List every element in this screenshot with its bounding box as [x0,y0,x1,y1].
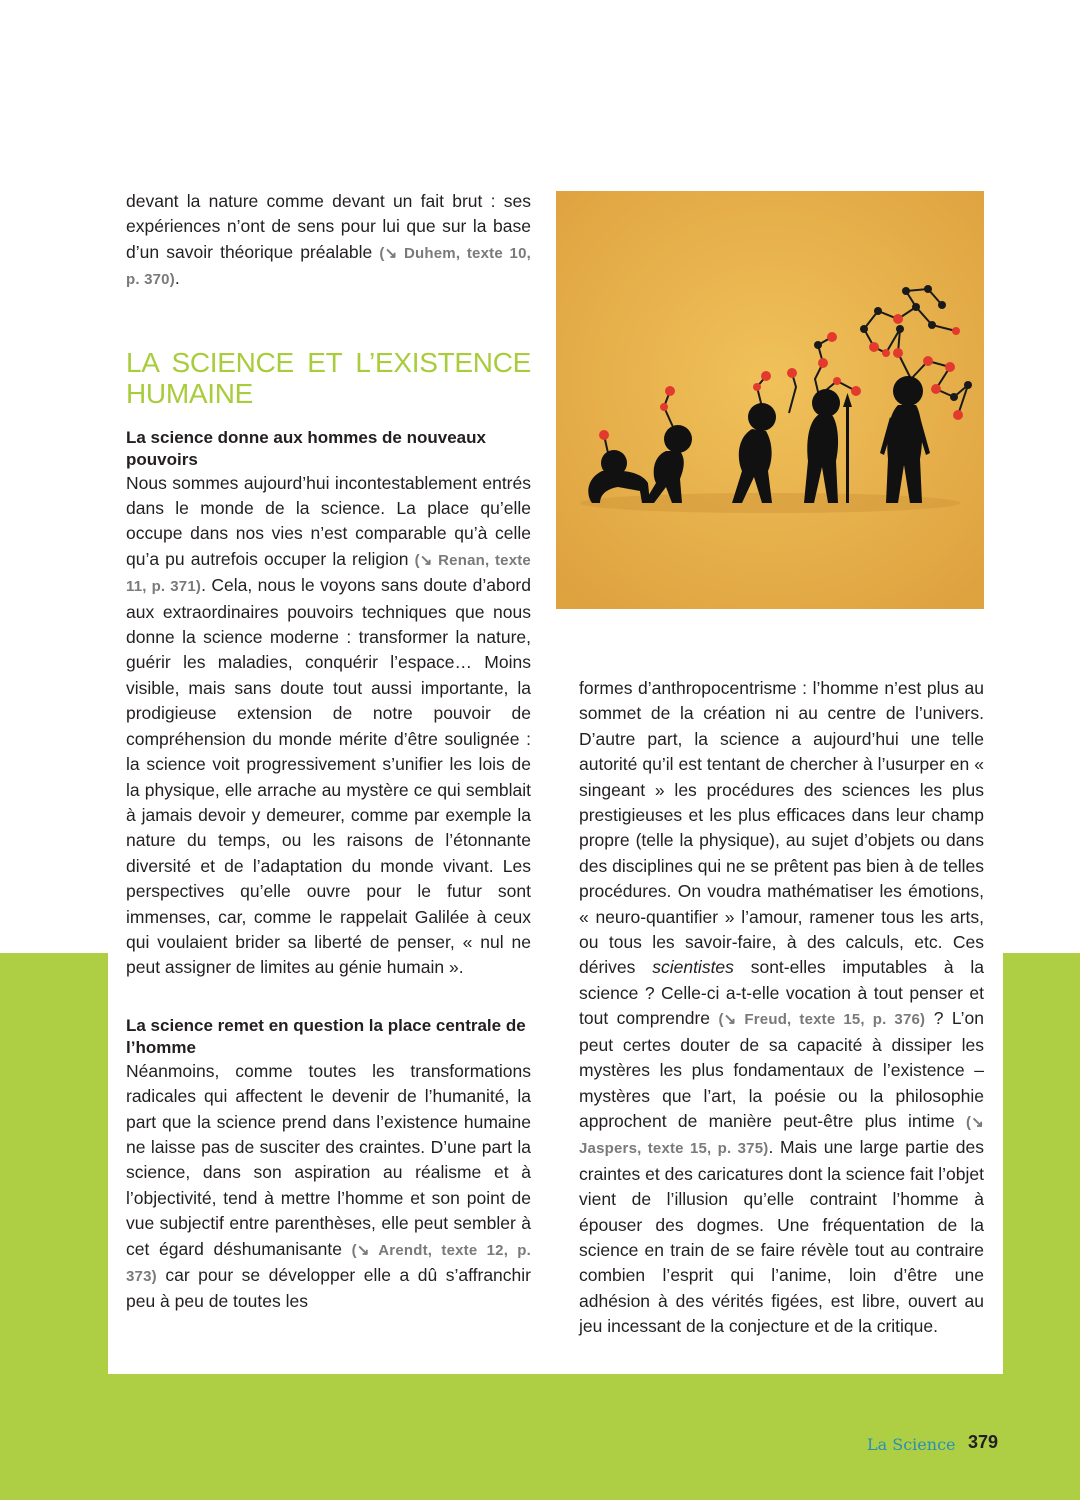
reference-duhem[interactable]: (↘ Duhem, texte 10, p. 370) [126,244,531,289]
evolution-illustration [556,191,984,609]
reference-freud[interactable]: (↘ Freud, texte 15, p. 376) [718,1011,926,1029]
reference-renan[interactable]: (↘ Renan, texte 11, p. 371) [126,551,531,596]
footer-page-number: 379 [968,1432,999,1452]
reference-jaspers[interactable]: (↘ Jaspers, texte 15, p. 375) [579,1113,984,1158]
paragraph-powers: Nous sommes aujourd’hui incontestablement entrés dans le monde de la science. La place qu’elle occupe dans nos vies n’est comparable qu’à celle qu’a pu autrefois occuper la religion (↘ Renan, texte 11, p. 371). Cela, nous le voyons sans doute d’abord aux extraordinaires pouvoirs techniques que nous donne la science moderne : transformer la nature, guérir les maladies, conquérir l’espace… Moins visible, mais sans doute tout aussi importante, la prodigieuse extension de notre pouvoir de compréhension du monde mérite d’être soulignée : la science voit progressivement s’unifier les lois de la physique, elle arrache au mystère ce qui semblait à jamais devoir y demeurer, comme par exemple la nature du temps, ou les raisons de l’étonnante diversité et de l’adaptation du monde vivant. Les perspectives qu’elle ouvre pour le futur sont immenses, car, comme le rappelait Galilée à ceux qui voulaient brider sa liberté de penser, « nul ne peut assigner de limites au génie humain ». [126,472,531,978]
subsection-title-central-place: La science remet en question la place centrale de l’homme [126,1015,526,1057]
paragraph-central-place: Néanmoins, comme toutes les transformations radicales qui affectent le devenir de l’humanité, la part que la science prend dans l’existence humaine ne laisse pas de susciter des craintes. D’une part la science, dans son aspiration au réalisme et à l’objectivité, tend à mettre l’homme et son point de vue subjectif entre parenthèses, elle peut sembler à cet égard déshumanisante (↘ Arendt, texte 12, p. 373) car pour se développer elle a dû s’affranchir peu à peu de toutes les [126,1060,531,1312]
left-column [126,189,531,1315]
intro-paragraph: devant la nature comme devant un fait brut : ses expériences n’ont de sens pour lui que sur la base d’un savoir théorique préalable (↘ Duhem, texte 10, p. 370). [126,191,531,289]
evolution-figures-image [556,191,984,609]
paragraph-continued: formes d’anthropocentrisme : l’homme n’est plus au sommet de la création ni au centre de l’univers. D’autre part, la science a aujourd’hui une telle autorité qu’il est tentant de chercher à l’usurper en « singeant » les procédures des sciences les plus prestigieuses et les plus efficaces dans leur champ propre (telle la physique), au sujet d’objets ou dans des disciplines qui ne se prêtent pas bien à de telles procédures. On voudra mathématiser les émotions, « neuro-quantifier » l’amour, ramener tous les arts, ou tous les savoir-faire, à des calculs, etc. Ces dérives scientistes sont-elles imputables à la science ? Celle-ci a-t-elle vocation à tout penser et tout comprendre (↘ Freud, texte 15, p. 376) ? L’on peut certes douter de sa capacité à dissiper les mystères les plus fondamentaux de l’existence – mystères que l’art, la poésie ou la philosophie approchent de manière peut-être plus intime (↘ Jaspers, texte 15, p. 375). Mais une large partie des craintes et des caricatures dont la science fait l’objet vient de l’illusion qu’elle contraint l’homme à épouser des dogmes. Une fréquentation de la science en train de se faire révèle tout au contraire combien l’esprit qui l’anime, loin d’être une adhésion à des vérités figées, est libre, ouvert au jeu incessant de la conjecture et de la critique. [579,678,984,1337]
reference-arendt[interactable]: (↘ Arendt, texte 12, p. 373) [126,1241,531,1285]
right-column [579,676,984,1340]
footer-chapter-label: La Science [867,1435,956,1454]
subsection-title-powers: La science donne aux hommes de nouveaux pouvoirs [126,427,486,469]
section-title: LA SCIENCE ET L’EXISTENCE HUMAINE [126,346,531,409]
